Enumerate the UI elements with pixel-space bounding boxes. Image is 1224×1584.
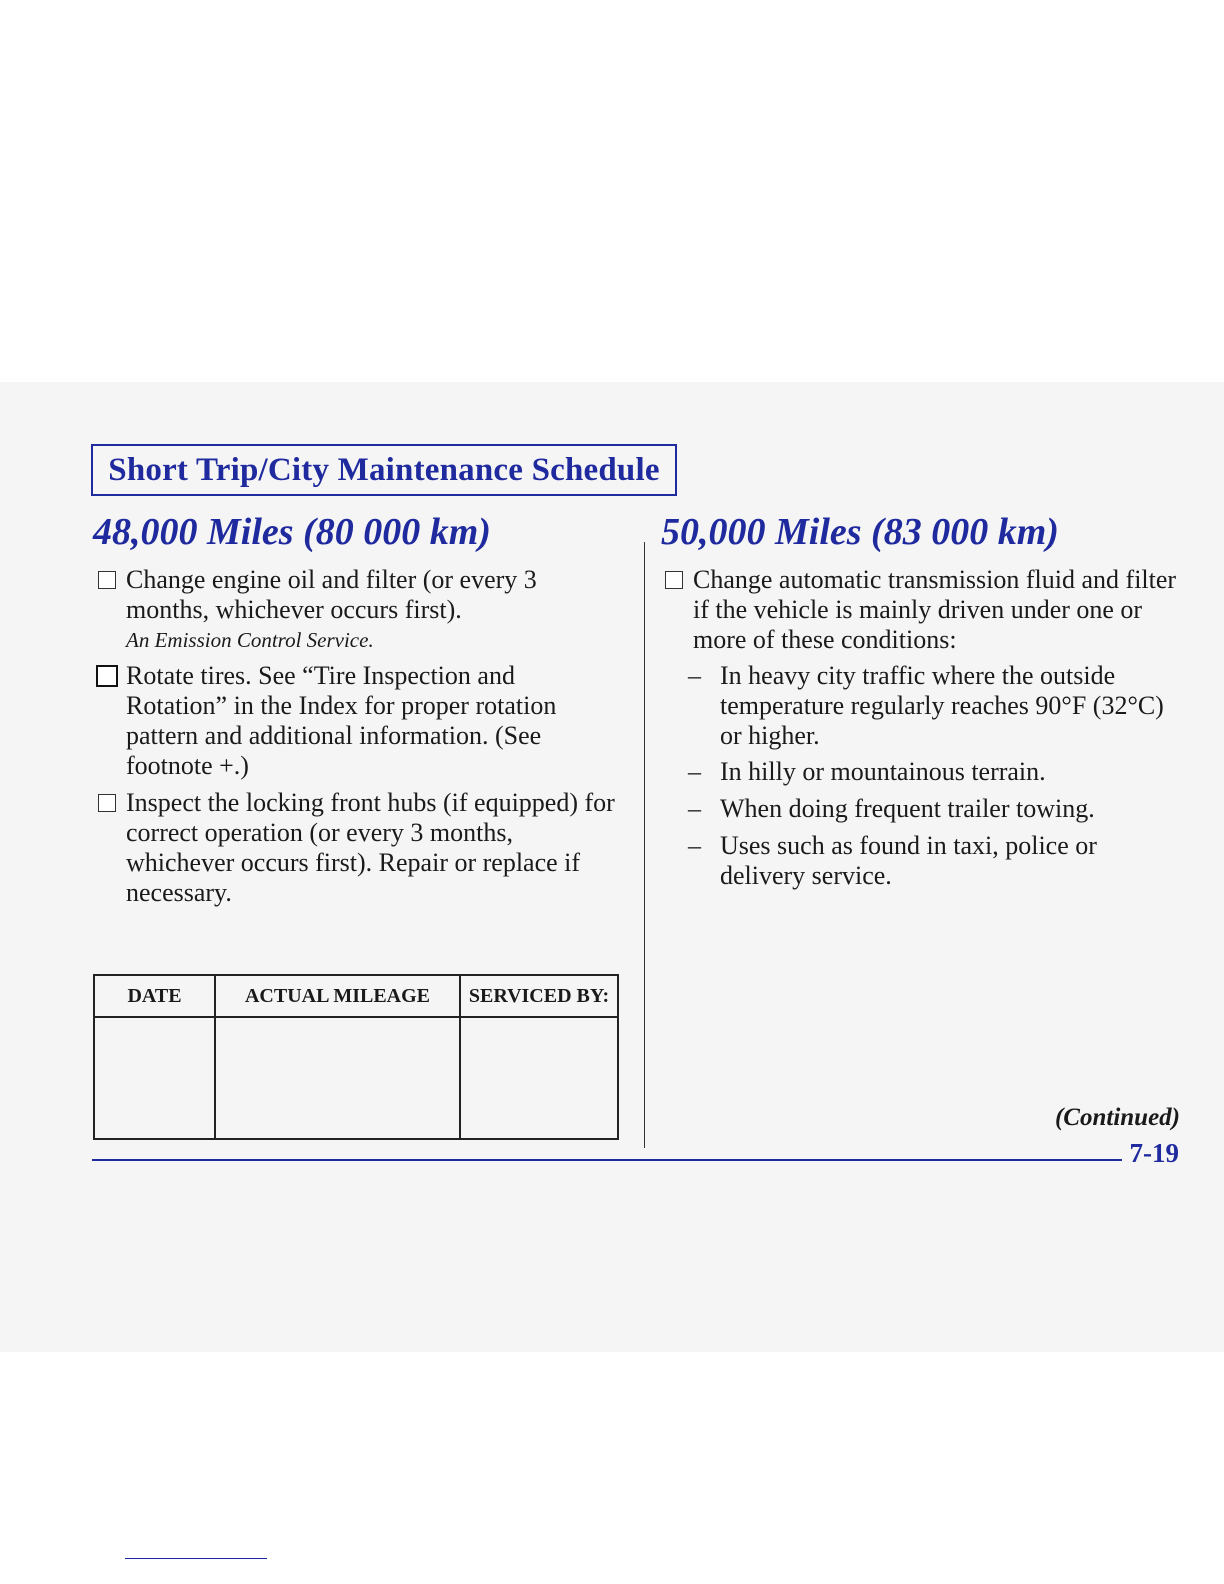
section-title-box — [91, 444, 677, 496]
page-number: 7-19 — [1129, 1138, 1179, 1168]
section-title: Short Trip/City Maintenance Schedule — [108, 451, 660, 488]
dash-bullet: – — [688, 794, 701, 823]
checklist-item-text: Change automatic transmission fluid and filter if the vehicle is mainly driven under one or more of these conditions: — [693, 565, 1177, 654]
checklist-item-text: Inspect the locking front hubs (if equipped) for correct operation (or every 3 months, whichever occurs first). Repair or replace if necessary. — [126, 788, 615, 907]
checklist-item-text: Change engine oil and filter (or every 3 months, whichever occurs first). — [126, 565, 537, 624]
checklist-item-locking-hubs — [92, 788, 622, 908]
date-cell[interactable] — [94, 1017, 215, 1139]
left-column-heading: 48,000 Miles (80 000 km) — [93, 511, 491, 553]
condition-item — [684, 661, 1164, 751]
table-row — [94, 1017, 618, 1139]
bottom-rule — [125, 1558, 267, 1559]
checklist-item-transmission-fluid — [659, 565, 1189, 655]
service-log-table — [93, 974, 619, 1140]
checklist-item-text: Rotate tires. See “Tire Inspection and Rotation” in the Index for proper rotation pattern and additional information. (See footnote +.) — [126, 661, 557, 780]
condition-text: In hilly or mountainous terrain. — [720, 757, 1046, 786]
condition-text: In heavy city traffic where the outside temperature regularly reaches 90°F (32°C) or higher. — [720, 661, 1164, 750]
serviced-by-column-header: SERVICED BY: — [460, 975, 618, 1017]
dash-bullet: – — [688, 757, 701, 786]
checkbox-icon[interactable] — [98, 794, 116, 812]
dash-bullet: – — [688, 661, 701, 690]
checklist-item-rotate-tires — [92, 661, 622, 781]
emission-control-note: An Emission Control Service. — [126, 628, 374, 652]
condition-text: When doing frequent trailer towing. — [720, 794, 1095, 823]
condition-item — [684, 794, 1164, 824]
mileage-cell[interactable] — [215, 1017, 460, 1139]
checklist-item-oil-change — [92, 565, 622, 655]
dash-bullet: – — [688, 831, 701, 860]
mileage-column-header: ACTUAL MILEAGE — [215, 975, 460, 1017]
checkbox-icon[interactable] — [98, 571, 116, 589]
footer-rule — [92, 1159, 1122, 1161]
condition-item — [684, 831, 1164, 891]
checkbox-icon[interactable] — [96, 665, 118, 687]
table-header-row — [94, 975, 618, 1017]
serviced-by-cell[interactable] — [460, 1017, 618, 1139]
condition-item — [684, 757, 1164, 787]
continued-label: (Continued) — [1054, 1104, 1180, 1131]
column-divider — [644, 542, 645, 1148]
right-column-heading: 50,000 Miles (83 000 km) — [661, 511, 1059, 553]
date-column-header: DATE — [94, 975, 215, 1017]
condition-text: Uses such as found in taxi, police or delivery service. — [720, 831, 1097, 890]
checkbox-icon[interactable] — [665, 571, 683, 589]
